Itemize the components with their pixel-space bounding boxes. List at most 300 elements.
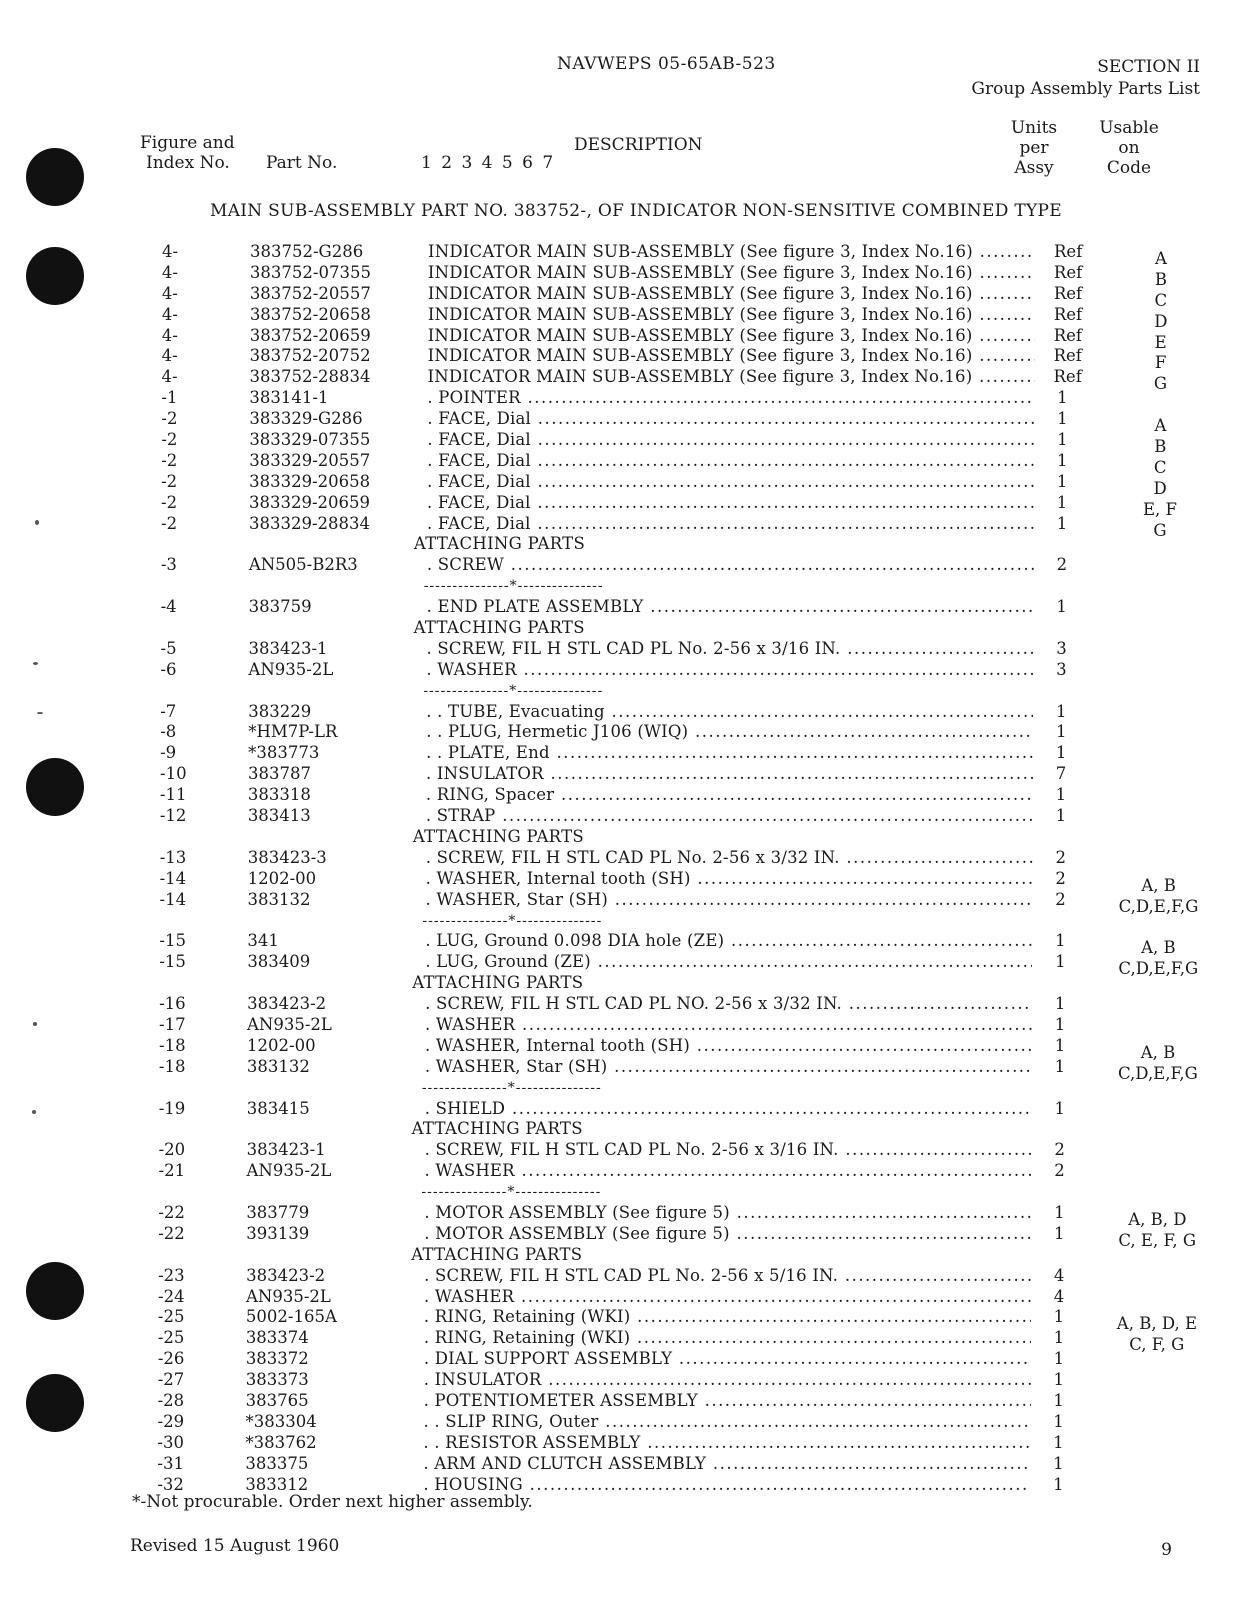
attaching-parts-heading	[0, 534, 1245, 555]
attaching-parts-label: ATTACHING PARTS	[412, 973, 584, 993]
table-row	[0, 513, 1245, 540]
usable-on-code-cell: C	[1153, 457, 1167, 477]
table-row	[0, 639, 1245, 660]
units-per-assy-cell: 1	[1054, 1035, 1066, 1055]
description-cell: . SCREW, FIL H STL CAD PL NO. 2-56 x 3/32 IN. .....	[425, 994, 1032, 1014]
usable-on-code-cell: D	[1154, 311, 1168, 331]
usable-on-code-cell: C, E, F, G	[1118, 1230, 1197, 1250]
part-number-cell: *383773	[248, 743, 320, 763]
part-number-cell: 383374	[245, 1328, 309, 1348]
figure-index-cell: -32	[157, 1474, 184, 1494]
table-row	[0, 1140, 1243, 1161]
units-per-assy-cell: 1	[1053, 1223, 1065, 1243]
figure-index-cell: -22	[158, 1202, 185, 1222]
table-row	[0, 1370, 1242, 1391]
table-row	[0, 889, 1244, 916]
description-cell: INDICATOR MAIN SUB-ASSEMBLY (See figure 3, Index No.16) .....	[428, 263, 1035, 283]
figure-index-cell: 4-	[161, 325, 178, 345]
description-cell: . STRAP .....	[426, 806, 1033, 826]
description-cell: . WASHER .....	[424, 1287, 1031, 1307]
attaching-parts-label: ATTACHING PARTS	[413, 618, 585, 638]
part-number-cell: AN935-2L	[247, 1014, 332, 1034]
units-per-assy-cell: 2	[1056, 555, 1068, 575]
units-per-assy-cell: 1	[1053, 1349, 1065, 1369]
usable-on-code-cell: B	[1154, 437, 1167, 457]
units-per-assy-cell: 1	[1053, 1370, 1064, 1390]
units-per-assy-cell: 1	[1055, 743, 1067, 763]
table-row	[0, 242, 1246, 268]
figure-index-cell: -2	[161, 450, 178, 470]
description-cell: INDICATOR MAIN SUB-ASSEMBLY (See figure 3, Index No.16) .....	[428, 242, 1035, 262]
description-cell: . HOUSING .....	[423, 1475, 1030, 1495]
figure-index-cell: -24	[158, 1286, 185, 1306]
units-per-assy-cell: 1	[1054, 1056, 1066, 1076]
part-number-cell: 383229	[248, 701, 312, 721]
part-number-cell: 383409	[247, 952, 311, 972]
usable-on-code-cell: A, B	[1141, 875, 1176, 895]
usable-on-code-cell: D	[1153, 478, 1167, 498]
units-per-assy-cell: 1	[1055, 931, 1066, 951]
part-number-cell: AN935-2L	[246, 1161, 332, 1181]
table-row	[0, 1454, 1241, 1475]
part-number-cell: 383752-20658	[249, 304, 371, 324]
table-row	[0, 722, 1244, 743]
part-number-cell: 5002-165A	[245, 1307, 337, 1327]
table-row	[0, 743, 1244, 764]
part-number-cell: 383373	[245, 1370, 309, 1390]
figure-index-cell: -19	[158, 1098, 186, 1118]
units-per-assy-cell: Ref	[1053, 346, 1082, 366]
part-number-cell: 383415	[246, 1098, 310, 1118]
units-per-assy-cell: 1	[1053, 1307, 1065, 1327]
figure-index-cell: -30	[157, 1432, 184, 1452]
part-number-cell: 383779	[246, 1202, 310, 1222]
section-separator	[0, 1078, 1243, 1099]
figure-index-cell: -31	[157, 1453, 184, 1473]
figure-index-cell: -9	[160, 743, 177, 763]
part-number-cell: 383413	[247, 806, 311, 826]
description-cell: . . PLATE, End .....	[426, 743, 1033, 763]
separator-line: ---------------*---------------	[421, 1184, 602, 1201]
table-row	[0, 1433, 1241, 1454]
description-cell: . SHIELD .....	[425, 1099, 1032, 1119]
table-row	[0, 1349, 1242, 1370]
description-cell: . SCREW .....	[427, 555, 1034, 575]
table-row	[0, 262, 1246, 289]
units-per-assy-cell: Ref	[1053, 367, 1082, 387]
description-cell: . MOTOR ASSEMBLY (See figure 5) .....	[424, 1224, 1031, 1244]
attaching-parts-label: ATTACHING PARTS	[412, 826, 584, 846]
figure-index-cell: -21	[158, 1161, 186, 1181]
part-number-cell: 383329-07355	[249, 430, 371, 450]
description-cell: . WASHER .....	[425, 1015, 1032, 1035]
units-per-assy-cell: 1	[1053, 1474, 1064, 1494]
part-number-cell: 383329-20658	[249, 471, 371, 491]
description-cell: . RING, Retaining (WKI) .....	[424, 1328, 1031, 1348]
part-number-cell: *HM7P-LR	[248, 722, 338, 742]
description-cell: . . RESISTOR ASSEMBLY .....	[423, 1433, 1030, 1453]
table-row	[0, 1035, 1243, 1062]
units-per-assy-cell: 7	[1055, 764, 1067, 784]
units-per-assy-cell: 1	[1056, 450, 1068, 470]
table-row	[0, 409, 1245, 436]
part-number-cell: 383765	[245, 1390, 309, 1410]
description-cell: . SCREW, FIL H STL CAD PL No. 2-56 x 3/32 IN. .....	[426, 848, 1033, 868]
units-per-assy-cell: 1	[1054, 1014, 1066, 1034]
part-number-cell: 383752-20557	[249, 283, 371, 303]
description-cell: . WASHER .....	[425, 1161, 1032, 1181]
description-cell: . RING, Retaining (WKI) .....	[424, 1307, 1031, 1327]
units-per-assy-cell: 2	[1055, 889, 1066, 909]
section-separator	[0, 1182, 1242, 1203]
usable-on-code-cell: A	[1154, 416, 1167, 436]
table-row	[0, 1161, 1243, 1182]
units-per-assy-cell: 1	[1053, 1411, 1064, 1431]
part-number-cell: 341	[247, 931, 279, 951]
usable-on-code-cell: A, B	[1140, 1042, 1176, 1062]
section-header	[971, 56, 1200, 100]
description-cell: . ARM AND CLUTCH ASSEMBLY .....	[423, 1454, 1030, 1474]
table-row	[0, 931, 1243, 958]
figure-index-cell: -1	[161, 388, 178, 408]
figure-index-cell: -14	[159, 889, 187, 909]
usable-on-code-cell: E, F	[1143, 499, 1177, 519]
description-cell: INDICATOR MAIN SUB-ASSEMBLY (See figure 3, Index No.16) .....	[428, 326, 1035, 346]
table-row	[0, 1328, 1242, 1355]
usable-on-code-cell: F	[1154, 353, 1167, 373]
part-number-cell: 1202-00	[247, 868, 317, 888]
figure-index-cell: -12	[159, 806, 187, 826]
part-number-cell: 383329-20557	[249, 450, 371, 470]
units-per-assy-cell: 4	[1053, 1265, 1065, 1285]
description-cell: . SCREW, FIL H STL CAD PL No. 2-56 x 5/16 IN. .....	[424, 1266, 1031, 1286]
description-cell: . POTENTIOMETER ASSEMBLY .....	[424, 1391, 1031, 1411]
figure-index-cell: -22	[158, 1223, 185, 1243]
description-cell: . WASHER, Internal tooth (SH) .....	[426, 869, 1033, 889]
usable-on-code-cell: C	[1154, 290, 1168, 310]
usable-on-code-cell: B	[1154, 269, 1167, 289]
units-per-assy-cell: 2	[1054, 1161, 1065, 1181]
col-part-no: Part No.	[266, 153, 338, 173]
figure-index-cell: -23	[158, 1265, 185, 1285]
units-per-assy-cell: 2	[1055, 847, 1066, 867]
units-per-assy-cell: 2	[1055, 868, 1066, 888]
table-row	[0, 555, 1245, 576]
figure-index-cell: -10	[160, 764, 187, 784]
separator-line: ---------------*---------------	[423, 578, 604, 595]
table-row	[0, 1266, 1242, 1287]
description-cell: INDICATOR MAIN SUB-ASSEMBLY (See figure 3, Index No.16) .....	[428, 305, 1035, 325]
figure-index-cell: -14	[159, 868, 187, 888]
figure-index-cell: -29	[157, 1411, 185, 1431]
figure-index-cell: -2	[161, 492, 178, 512]
figure-index-cell: -11	[159, 785, 187, 805]
units-per-assy-cell: Ref	[1054, 242, 1083, 261]
part-number-cell: 383787	[248, 764, 311, 784]
section-separator	[0, 911, 1243, 932]
units-per-assy-cell: 1	[1055, 806, 1067, 826]
assembly-subtitle: MAIN SUB-ASSEMBLY PART NO. 383752-, OF INDICATOR NON-SENSITIVE COMBINED TYPE	[210, 201, 1062, 221]
separator-line: ---------------*---------------	[423, 682, 604, 699]
table-row	[0, 1412, 1242, 1433]
table-row	[0, 304, 1246, 331]
section-title: Group Assembly Parts List	[971, 79, 1200, 99]
units-per-assy-cell: Ref	[1053, 262, 1083, 282]
part-number-cell: 383312	[245, 1474, 309, 1494]
document-number: NAVWEPS 05-65AB-523	[557, 54, 776, 74]
table-row	[0, 952, 1243, 979]
part-number-cell: AN935-2L	[248, 659, 334, 679]
table-row	[0, 1391, 1242, 1412]
table-row	[0, 597, 1245, 618]
description-cell: . . TUBE, Evacuating .....	[426, 702, 1033, 722]
figure-index-cell: 4-	[161, 346, 178, 366]
section-separator	[0, 681, 1244, 702]
attaching-parts-heading	[0, 1119, 1243, 1140]
table-row	[0, 346, 1246, 373]
description-cell: . LUG, Ground (ZE) .....	[425, 952, 1032, 972]
table-row	[0, 430, 1245, 457]
figure-index-cell: -2	[161, 471, 178, 491]
table-row	[0, 806, 1244, 827]
figure-index-cell: -27	[157, 1370, 185, 1390]
description-cell: . INSULATOR .....	[424, 1370, 1031, 1390]
description-cell: . END PLATE ASSEMBLY .....	[427, 597, 1034, 617]
part-number-cell: *383304	[245, 1411, 317, 1431]
units-per-assy-cell: 1	[1057, 430, 1068, 450]
part-number-cell: 383752-28834	[249, 367, 371, 387]
col-units-per-assy: Units per Assy	[1010, 118, 1058, 178]
table-row	[0, 764, 1244, 785]
attaching-parts-heading	[0, 618, 1245, 639]
units-per-assy-cell: 1	[1055, 785, 1067, 805]
parts-list	[0, 242, 1246, 1495]
figure-index-cell: -3	[160, 555, 177, 575]
usable-on-code-cell: C,D,E,F,G	[1118, 959, 1199, 979]
figure-index-cell: -25	[157, 1307, 185, 1327]
col-figure-index: Figure and Index No.	[140, 133, 235, 173]
punch-hole	[26, 148, 84, 206]
figure-index-cell: -17	[159, 1014, 186, 1034]
units-per-assy-cell: 2	[1054, 1140, 1065, 1160]
description-cell: INDICATOR MAIN SUB-ASSEMBLY (See figure 3, Index No.16) .....	[428, 367, 1035, 387]
part-number-cell: 383375	[245, 1453, 309, 1473]
part-number-cell: 1202-00	[247, 1035, 316, 1055]
description-cell: . SCREW, FIL H STL CAD PL No. 2-56 x 3/16 IN. .....	[425, 1140, 1032, 1160]
table-row	[0, 492, 1245, 519]
units-per-assy-cell: 3	[1056, 659, 1067, 679]
usable-on-code-cell: A, B, D, E	[1116, 1314, 1197, 1334]
units-per-assy-cell: Ref	[1053, 304, 1083, 324]
footnote: *-Not procurable. Order next higher assembly.	[132, 1492, 533, 1512]
figure-index-cell: -15	[159, 952, 186, 972]
figure-index-cell: -15	[159, 931, 186, 951]
units-per-assy-cell: 3	[1056, 638, 1067, 658]
part-number-cell: AN505-B2R3	[248, 555, 358, 575]
figure-index-cell: 4-	[161, 262, 178, 282]
description-cell: . FACE, Dial .....	[427, 409, 1034, 429]
figure-index-cell: -13	[159, 847, 187, 867]
part-number-cell: 383132	[246, 1056, 310, 1076]
usable-on-code-cell: G	[1153, 520, 1167, 540]
part-number-cell: 383329-G286	[249, 409, 363, 429]
part-number-cell: 383372	[245, 1349, 309, 1369]
description-cell: INDICATOR MAIN SUB-ASSEMBLY (See figure 3, Index No.16) .....	[428, 284, 1035, 304]
attaching-parts-label: ATTACHING PARTS	[411, 1244, 583, 1264]
units-per-assy-cell: 1	[1053, 1453, 1064, 1473]
separator-line: ---------------*---------------	[421, 1079, 602, 1096]
description-cell: . FACE, Dial .....	[427, 493, 1034, 513]
figure-index-cell: -2	[161, 409, 178, 429]
part-number-cell: 383318	[247, 785, 311, 805]
units-per-assy-cell: 1	[1053, 1390, 1064, 1410]
description-cell: . SCREW, FIL H STL CAD PL No. 2-56 x 3/16 IN. .....	[427, 639, 1034, 659]
units-per-assy-cell: 1	[1056, 471, 1068, 491]
usable-on-code-cell: C, F, G	[1129, 1335, 1185, 1355]
usable-on-code-cell: A, B	[1141, 938, 1176, 958]
usable-on-code-cell: A	[1155, 249, 1167, 268]
usable-on-code-cell: C,D,E,F,G	[1118, 1063, 1198, 1083]
units-per-assy-cell: 1	[1054, 994, 1066, 1014]
table-row	[0, 785, 1244, 806]
figure-index-cell: -2	[161, 513, 178, 533]
units-per-assy-cell: 1	[1056, 597, 1067, 617]
table-row	[0, 660, 1244, 681]
part-number-cell: *383762	[245, 1432, 317, 1452]
table-row	[0, 1202, 1242, 1229]
figure-index-cell: -25	[157, 1328, 185, 1348]
part-number-cell: 383132	[247, 889, 311, 909]
description-cell: . WASHER .....	[426, 660, 1033, 680]
section-label: SECTION II	[1097, 57, 1200, 77]
part-number-cell: 383752-20659	[249, 325, 371, 345]
figure-index-cell: -18	[159, 1035, 186, 1055]
description-cell: . MOTOR ASSEMBLY (See figure 5) .....	[424, 1203, 1031, 1223]
table-row	[0, 388, 1245, 409]
revision-date: Revised 15 August 1960	[130, 1536, 340, 1556]
figure-index-cell: -26	[157, 1349, 185, 1369]
units-per-assy-cell: 1	[1054, 1098, 1065, 1118]
part-number-cell: 383329-28834	[249, 513, 371, 533]
figure-index-cell: -6	[160, 659, 177, 679]
part-number-cell: 383752-20752	[249, 346, 371, 366]
units-per-assy-cell: 1	[1055, 701, 1067, 721]
part-number-cell: 393139	[246, 1223, 310, 1243]
units-per-assy-cell: 1	[1053, 1432, 1064, 1452]
part-number-cell: 383141-1	[249, 388, 329, 408]
figure-index-cell: -7	[160, 701, 177, 721]
figure-index-cell: -28	[157, 1390, 185, 1410]
table-row	[0, 450, 1245, 477]
attaching-parts-heading	[0, 1245, 1242, 1266]
units-per-assy-cell: 1	[1057, 388, 1068, 408]
figure-index-cell: -16	[159, 994, 186, 1014]
description-cell: . WASHER, Star (SH) .....	[426, 890, 1033, 910]
figure-index-cell: -8	[160, 722, 177, 742]
attaching-parts-heading	[0, 973, 1243, 994]
part-number-cell: 383423-1	[248, 638, 328, 658]
attaching-parts-heading	[0, 827, 1244, 848]
table-row	[0, 1287, 1242, 1308]
table-row	[0, 994, 1243, 1015]
description-cell: . POINTER .....	[427, 388, 1034, 408]
description-cell: . WASHER, Star (SH) .....	[425, 1057, 1032, 1077]
part-number-cell: 383423-2	[246, 1265, 326, 1285]
figure-index-cell: 4-	[161, 367, 178, 387]
part-number-cell: 383423-3	[247, 847, 327, 867]
page-number: 9	[1161, 1540, 1172, 1560]
units-per-assy-cell: 1	[1054, 1202, 1065, 1222]
figure-index-cell: 4-	[162, 242, 179, 261]
description-cell: . FACE, Dial .....	[427, 430, 1034, 450]
description-cell: INDICATOR MAIN SUB-ASSEMBLY (See figure 3, Index No.16) .....	[428, 346, 1035, 366]
table-row	[0, 1223, 1242, 1250]
col-usable-on-code: Usable on Code	[1099, 118, 1159, 178]
usable-on-code-cell: A, B, D	[1128, 1209, 1187, 1229]
part-number-cell: 383329-20659	[249, 492, 371, 512]
attaching-parts-label: ATTACHING PARTS	[411, 1119, 583, 1139]
figure-index-cell: 4-	[161, 283, 178, 303]
usable-on-code-cell: C,D,E,F,G	[1118, 896, 1199, 916]
description-cell: . FACE, Dial .....	[427, 514, 1034, 534]
figure-index-cell: -4	[160, 597, 177, 617]
units-per-assy-cell: Ref	[1053, 325, 1082, 345]
table-row	[0, 848, 1244, 869]
part-number-cell: 383752-07355	[249, 262, 371, 282]
separator-line: ---------------*---------------	[422, 912, 603, 929]
table-row	[0, 702, 1244, 723]
usable-on-code-cell: E	[1154, 332, 1167, 352]
table-row	[0, 1307, 1242, 1334]
table-row	[0, 868, 1244, 895]
description-cell: . INSULATOR .....	[426, 764, 1033, 784]
part-number-cell: 383423-2	[247, 994, 327, 1014]
figure-index-cell: -20	[158, 1140, 186, 1160]
part-number-cell: AN935-2L	[246, 1286, 331, 1306]
col-description: DESCRIPTION	[574, 135, 703, 155]
description-cell: . FACE, Dial .....	[427, 472, 1034, 492]
description-cell: . RING, Spacer .....	[426, 785, 1033, 805]
table-row	[0, 325, 1246, 352]
usable-on-code-cell: G	[1153, 374, 1168, 394]
section-separator	[0, 576, 1245, 597]
table-row	[0, 471, 1245, 498]
description-cell: . . SLIP RING, Outer .....	[424, 1412, 1031, 1432]
units-per-assy-cell: 1	[1053, 1328, 1065, 1348]
figure-index-cell: 4-	[161, 304, 178, 324]
description-cell: . DIAL SUPPORT ASSEMBLY .....	[424, 1349, 1031, 1369]
part-number-cell: 383423-1	[246, 1140, 326, 1160]
description-cell: . LUG, Ground 0.098 DIA hole (ZE) .....	[425, 931, 1032, 951]
table-row	[0, 1056, 1243, 1083]
col-indent-levels: 1 2 3 4 5 6 7	[421, 153, 554, 173]
description-cell: . FACE, Dial .....	[427, 451, 1034, 471]
units-per-assy-cell: 1	[1056, 492, 1068, 512]
table-row	[0, 1015, 1243, 1036]
part-number-cell: 383759	[248, 597, 312, 617]
table-row	[0, 1099, 1243, 1120]
attaching-parts-label: ATTACHING PARTS	[413, 534, 586, 554]
units-per-assy-cell: Ref	[1053, 283, 1083, 303]
table-row	[0, 367, 1246, 394]
figure-index-cell: -2	[161, 430, 178, 450]
figure-index-cell: -5	[160, 638, 177, 658]
units-per-assy-cell: 1	[1055, 952, 1066, 972]
units-per-assy-cell: 1	[1057, 409, 1068, 429]
units-per-assy-cell: 1	[1056, 513, 1068, 533]
table-row	[0, 283, 1246, 310]
units-per-assy-cell: 4	[1053, 1286, 1065, 1306]
